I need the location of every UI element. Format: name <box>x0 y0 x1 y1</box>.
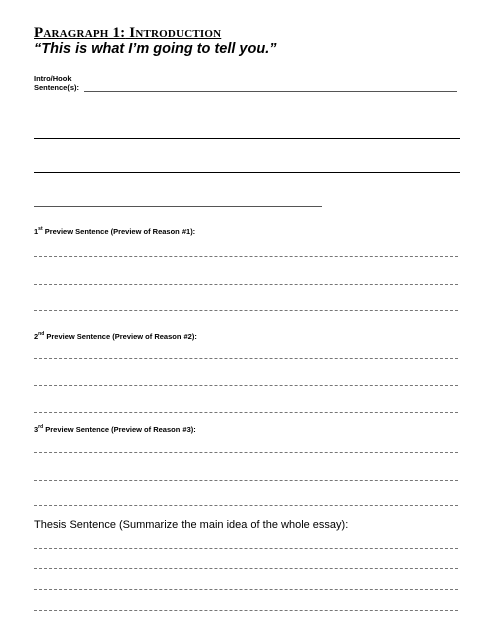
writing-line[interactable] <box>34 568 458 569</box>
writing-line[interactable] <box>34 452 458 453</box>
writing-line[interactable] <box>34 480 458 481</box>
page-subtitle: “This is what I’m going to tell you.” <box>34 41 277 57</box>
writing-line[interactable] <box>34 172 460 173</box>
hook-writing-line[interactable] <box>84 91 457 92</box>
hook-label <box>34 74 79 92</box>
writing-line[interactable] <box>34 610 458 611</box>
preview-3-label: 3rd Preview Sentence (Preview of Reason #3): <box>34 424 196 434</box>
hook-label-line2: Sentence(s): <box>34 83 80 92</box>
writing-line[interactable] <box>34 310 458 311</box>
writing-line[interactable] <box>34 138 460 139</box>
writing-line[interactable] <box>34 385 458 386</box>
writing-line[interactable] <box>34 256 458 257</box>
paragraph-number: Paragraph 1: <box>34 25 126 41</box>
hook-label-line1: Intro/Hook <box>34 74 72 83</box>
section-title: Introduction <box>125 25 222 41</box>
writing-line[interactable] <box>34 358 458 359</box>
writing-line[interactable] <box>34 548 458 549</box>
thesis-label: Thesis Sentence (Summarize the main idea of the whole essay): <box>34 519 349 531</box>
writing-line[interactable] <box>34 505 458 506</box>
writing-line[interactable] <box>34 284 458 285</box>
preview-1-label: 1st Preview Sentence (Preview of Reason #1): <box>34 226 196 236</box>
short-writing-line[interactable] <box>34 206 322 207</box>
writing-line[interactable] <box>34 412 458 413</box>
preview-2-label: 2nd Preview Sentence (Preview of Reason #2): <box>34 331 197 341</box>
writing-line[interactable] <box>34 589 458 590</box>
page-title <box>34 25 221 41</box>
